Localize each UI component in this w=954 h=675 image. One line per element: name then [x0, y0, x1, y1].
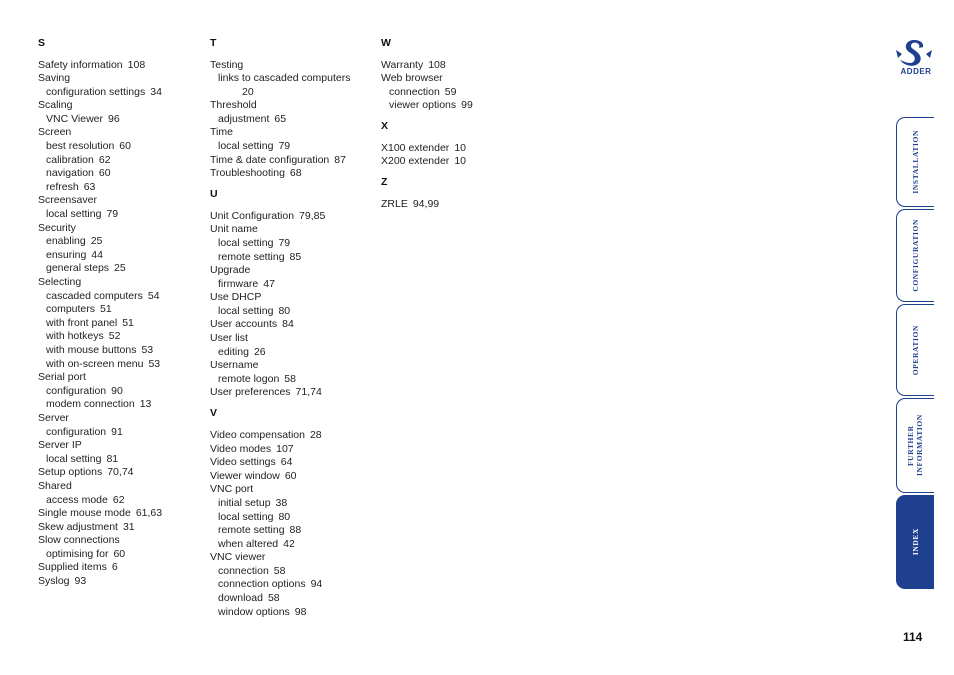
entry-text: VNC viewer [210, 551, 266, 564]
index-subentry [38, 398, 206, 412]
entry-text: navigation [46, 167, 94, 180]
entry-text: connection options [218, 578, 306, 591]
entry-text: X200 extender [381, 155, 450, 168]
entry-text: with front panel [46, 316, 118, 329]
index-entry [381, 59, 549, 73]
index-entry [210, 429, 378, 443]
entry-text: Single mouse mode [38, 507, 131, 520]
index-subentry [210, 606, 378, 620]
section-letter: V [210, 407, 218, 420]
index-subentry [210, 497, 378, 511]
index-subentry [210, 278, 378, 292]
page-reference[interactable]: 81 [106, 452, 119, 465]
logo-text: ADDER [900, 67, 932, 76]
section-letter: T [210, 37, 217, 49]
index-entry [210, 59, 378, 73]
index-entry [381, 155, 549, 169]
entry-text: with on-screen menu [46, 357, 144, 370]
page-reference[interactable]: 59 [444, 85, 457, 98]
index-subentry [38, 249, 206, 263]
entry-text: 20 [242, 85, 254, 98]
index-entry [210, 470, 378, 484]
index-subentry [38, 262, 206, 276]
index-subentry [210, 511, 378, 525]
page-reference[interactable]: 26 [253, 345, 266, 358]
page-reference[interactable]: 60 [113, 547, 126, 560]
entry-text: ensuring [46, 248, 87, 261]
page-reference[interactable]: 10 [454, 141, 466, 154]
page-reference[interactable]: 42 [283, 537, 295, 550]
index-entry [210, 386, 378, 400]
page-reference[interactable]: 79 [106, 208, 119, 221]
index-column-1 [38, 36, 206, 589]
tab-label: OPERATION [911, 324, 920, 376]
page-reference[interactable]: 65 [274, 112, 287, 125]
page-reference[interactable]: 90 [111, 384, 123, 397]
page-reference[interactable]: 87 [334, 153, 346, 166]
entry-text: access mode [46, 493, 108, 506]
page-reference[interactable]: 25 [114, 262, 126, 275]
page-reference[interactable]: 62 [112, 493, 125, 506]
index-entry [381, 198, 549, 212]
index-subentry [38, 358, 206, 372]
page-reference[interactable]: 60 [284, 469, 297, 482]
entry-text: optimising for [46, 547, 109, 560]
page-reference[interactable]: 28 [309, 428, 322, 441]
entry-text: Time [210, 126, 233, 139]
page-reference[interactable]: 94,99 [412, 197, 440, 210]
entry-text: enabling [46, 235, 86, 248]
index-entry [210, 210, 378, 224]
index-entry [210, 456, 378, 470]
entry-text: local setting [46, 452, 102, 465]
entry-text: Time & date configuration [210, 153, 330, 166]
index-entry [38, 371, 206, 385]
page-reference[interactable]: 31 [122, 520, 135, 533]
section-letter: S [38, 37, 46, 49]
entry-text: window options [218, 605, 290, 618]
entry-text: with mouse buttons [46, 343, 137, 356]
page-number: 114 [903, 630, 923, 644]
entry-text: local setting [218, 140, 274, 153]
index-subentry [381, 99, 549, 113]
index-entry [38, 276, 206, 290]
index-subentry [210, 305, 378, 319]
index-entry [210, 99, 378, 113]
index-subentry [210, 140, 378, 154]
index-entry [210, 551, 378, 565]
index-subentry [38, 208, 206, 222]
index-subentry [38, 303, 206, 317]
entry-text: Video compensation [210, 428, 305, 441]
index-subentry [38, 235, 206, 249]
index-subentry [210, 251, 378, 265]
entry-text: local setting [218, 304, 274, 317]
entry-text: X100 extender [381, 141, 450, 154]
entry-text: VNC port [210, 483, 254, 496]
index-subentry [210, 113, 378, 127]
entry-text: configuration [46, 384, 107, 397]
page-reference[interactable]: 58 [284, 372, 296, 385]
page-reference[interactable]: 51 [100, 303, 112, 316]
entry-text: Selecting [38, 276, 82, 288]
entry-text: Safety information [38, 58, 123, 71]
entry-text: refresh [46, 180, 79, 193]
entry-text: Syslog [38, 575, 70, 588]
entry-text: Unit name [210, 223, 258, 236]
entry-text: Setup options [38, 466, 103, 479]
index-subentry [38, 140, 206, 154]
index-entry [38, 412, 206, 426]
index-subentry [38, 494, 206, 508]
tab-further-information[interactable] [896, 398, 934, 493]
index-entry [381, 72, 549, 86]
index-section [210, 406, 378, 619]
entry-text: Testing [210, 58, 244, 71]
tab-label: FURTHER INFORMATION [905, 414, 924, 477]
page-reference[interactable]: 80 [278, 304, 291, 317]
entry-text: Viewer window [210, 469, 280, 482]
entry-text: best resolution [46, 140, 115, 153]
index-column-2 [210, 36, 378, 619]
page-reference[interactable]: 58 [273, 564, 286, 577]
entry-text: Shared [38, 479, 72, 492]
index-subentry [38, 86, 206, 100]
index-subentry [210, 86, 378, 100]
page-reference[interactable]: 88 [289, 524, 302, 537]
index-entry [210, 223, 378, 237]
entry-text: download [218, 592, 263, 605]
index-subentry [38, 453, 206, 467]
index-entry [210, 318, 378, 332]
entry-text: ZRLE [381, 197, 408, 210]
page-reference[interactable]: 108 [428, 58, 446, 71]
index-entry [38, 72, 206, 86]
index-subentry [210, 578, 378, 592]
page-reference[interactable]: 34 [150, 85, 162, 98]
page-reference[interactable]: 51 [122, 316, 134, 329]
tab-label: CONFIGURATION [911, 219, 920, 292]
entry-text: Server IP [38, 439, 82, 452]
entry-text: computers [46, 303, 96, 316]
index-subentry [38, 290, 206, 304]
index-entry [210, 443, 378, 457]
page-reference[interactable]: 6 [111, 561, 118, 574]
index-section [38, 36, 206, 589]
page-reference[interactable]: 79 [278, 236, 291, 249]
entry-text: Upgrade [210, 264, 251, 277]
page-reference[interactable]: 58 [267, 592, 280, 605]
entry-text: local setting [46, 208, 102, 221]
index-subentry [210, 565, 378, 579]
adder-logo [888, 36, 940, 78]
page-reference[interactable]: 47 [263, 277, 275, 290]
entry-text: Slow connections [38, 534, 120, 547]
entry-text: adjustment [218, 112, 270, 125]
page-reference[interactable]: 13 [139, 398, 152, 411]
entry-text: links to cascaded computers [218, 72, 351, 85]
entry-text: Unit Configuration [210, 209, 295, 222]
entry-text: Screen [38, 126, 72, 139]
index-entry [38, 99, 206, 113]
entry-text: Screensaver [38, 194, 97, 207]
entry-text: Skew adjustment [38, 520, 118, 533]
section-letter: U [210, 188, 218, 201]
entry-text: viewer options [389, 99, 457, 112]
index-entry [381, 142, 549, 156]
entry-text: initial setup [218, 496, 271, 509]
page-reference[interactable]: 68 [289, 167, 302, 180]
index-entry [38, 439, 206, 453]
page-reference[interactable]: 107 [276, 442, 294, 455]
page-reference[interactable]: 91 [111, 425, 123, 438]
page-reference[interactable]: 60 [119, 140, 131, 153]
entry-text: connection [218, 564, 269, 577]
tab-operation[interactable] [896, 304, 934, 396]
index-subentry [210, 237, 378, 251]
index-entry [38, 480, 206, 494]
index-entry [38, 534, 206, 548]
page-reference[interactable]: 53 [141, 343, 154, 356]
section-letter: X [381, 120, 389, 133]
index-entry [38, 521, 206, 535]
entry-text: general steps [46, 262, 110, 275]
entry-text: Server [38, 411, 69, 424]
index-subentry [38, 330, 206, 344]
index-subentry [38, 385, 206, 399]
index-subentry [210, 346, 378, 360]
index-subentry [38, 181, 206, 195]
page-reference[interactable]: 96 [108, 112, 120, 125]
index-entry [210, 154, 378, 168]
index-subentry [210, 538, 378, 552]
index-entry [210, 126, 378, 140]
index-entry [38, 126, 206, 140]
entry-text: Supplied items [38, 561, 107, 574]
entry-text: with hotkeys [46, 330, 104, 343]
entry-text: Threshold [210, 99, 257, 112]
tab-installation[interactable] [896, 117, 934, 207]
entry-text: remote setting [218, 524, 285, 537]
page-reference[interactable]: 79 [278, 140, 291, 153]
page-reference[interactable]: 94 [310, 578, 323, 591]
entry-text: Web browser [381, 72, 443, 85]
page-reference[interactable]: 93 [74, 575, 87, 588]
page-reference[interactable]: 85 [289, 250, 302, 263]
index-subentry [38, 548, 206, 562]
index-section [210, 187, 378, 400]
index-entry [210, 291, 378, 305]
page-reference[interactable]: 84 [282, 318, 294, 331]
index-subentry [38, 426, 206, 440]
index-subentry [210, 524, 378, 538]
index-entry [210, 332, 378, 346]
entry-text: remote setting [218, 250, 285, 263]
entry-text: local setting [218, 236, 274, 249]
page-reference[interactable]: 38 [275, 496, 288, 509]
index-subentry [38, 154, 206, 168]
entry-text: editing [218, 345, 249, 358]
index-section [381, 175, 549, 211]
entry-text: connection [389, 85, 440, 98]
index-subentry [38, 344, 206, 358]
entry-text: Use DHCP [210, 291, 262, 304]
index-subentry [38, 167, 206, 181]
entry-text: Username [210, 359, 259, 372]
tab-index[interactable] [896, 495, 934, 589]
index-entry [38, 507, 206, 521]
entry-text: Security [38, 221, 76, 234]
index-subentry [210, 592, 378, 606]
page-reference[interactable]: 80 [278, 510, 291, 523]
index-entry [210, 483, 378, 497]
tab-label: INSTALLATION [911, 130, 920, 194]
page-reference[interactable]: 60 [98, 167, 111, 180]
entry-text: User list [210, 332, 248, 345]
index-entry [38, 466, 206, 480]
index-column-3 [381, 36, 549, 211]
index-section [381, 119, 549, 169]
entry-text: configuration [46, 425, 107, 438]
entry-text: when altered [218, 537, 279, 550]
entry-text: Video modes [210, 442, 272, 455]
index-subentry [381, 86, 549, 100]
entry-text: Serial port [38, 371, 86, 384]
index-subentry [210, 72, 378, 86]
index-entry [210, 359, 378, 373]
index-entry [210, 264, 378, 278]
entry-text: firmware [218, 277, 259, 290]
page-reference[interactable]: 63 [83, 180, 96, 193]
page-reference[interactable]: 108 [127, 58, 146, 71]
page-reference[interactable]: 25 [90, 235, 103, 248]
entry-text: Troubleshooting [210, 167, 285, 180]
section-letter: W [381, 37, 391, 49]
page-reference[interactable]: 64 [280, 456, 293, 469]
entry-text: cascaded computers [46, 289, 143, 302]
entry-text: User accounts [210, 318, 278, 331]
index-entry [38, 222, 206, 236]
entry-text: VNC Viewer [46, 112, 103, 125]
tab-label: INDEX [911, 528, 920, 556]
page-reference[interactable]: 71,74 [295, 386, 322, 399]
index-entry [38, 561, 206, 575]
page-reference[interactable]: 52 [108, 330, 121, 343]
page-reference[interactable]: 99 [461, 99, 473, 112]
section-letter: Z [381, 176, 388, 189]
entry-text: modem connection [46, 398, 135, 411]
page-reference[interactable]: 98 [294, 605, 307, 618]
entry-text: local setting [218, 510, 274, 523]
page-reference[interactable]: 10 [454, 155, 466, 168]
entry-text: User preferences [210, 386, 291, 399]
page-reference[interactable]: 62 [98, 153, 111, 166]
index-entry [38, 575, 206, 589]
index-entry [210, 167, 378, 181]
page-reference[interactable]: 44 [91, 248, 103, 261]
entry-text: Scaling [38, 99, 73, 112]
entry-text: Warranty [381, 58, 424, 71]
index-subentry [38, 113, 206, 127]
entry-text: Video settings [210, 456, 276, 469]
index-entry [38, 194, 206, 208]
page-reference[interactable]: 61,63 [135, 507, 163, 520]
index-subentry [38, 317, 206, 331]
index-section [381, 36, 549, 113]
page-reference[interactable]: 53 [148, 357, 161, 370]
page-reference[interactable]: 54 [147, 289, 160, 302]
tab-configuration[interactable] [896, 209, 934, 302]
page-reference[interactable]: 79,85 [299, 209, 326, 222]
index-entry [38, 59, 206, 73]
index-section [210, 36, 378, 181]
index-subentry [210, 373, 378, 387]
entry-text: Saving [38, 72, 71, 85]
page-reference[interactable]: 70,74 [107, 466, 134, 479]
entry-text: calibration [46, 153, 94, 166]
entry-text: remote logon [218, 372, 280, 385]
entry-text: configuration settings [46, 85, 146, 98]
